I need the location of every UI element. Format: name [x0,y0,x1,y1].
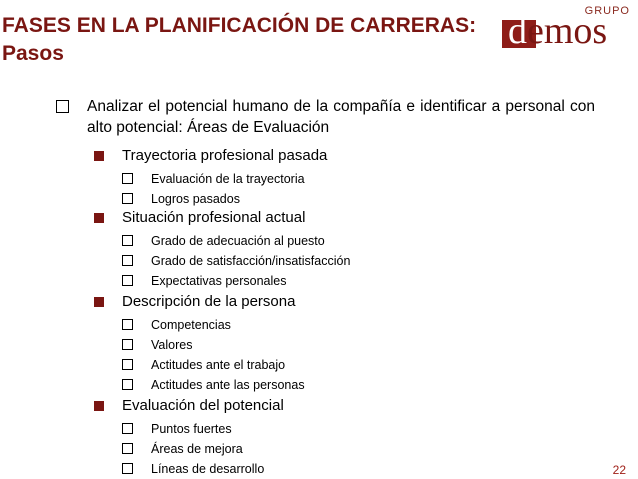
section-heading [94,396,284,416]
list-item-text: Competencias [151,318,231,332]
checkbox-bullet-icon [122,339,133,350]
checkbox-bullet-icon [122,443,133,454]
list-item-text: Actitudes ante las personas [151,378,305,392]
page-number: 22 [612,463,626,477]
section-label: Situación profesional actual [122,209,306,226]
list-item-text: Grado de satisfacción/insatisfacción [151,254,351,268]
checkbox-bullet-icon [122,359,133,370]
list-item [122,252,350,270]
checkbox-bullet-icon [122,275,133,286]
logo-wordmark [508,9,607,53]
square-bullet-icon [94,213,104,223]
checkbox-bullet-icon [122,193,133,204]
list-item-text: Líneas de desarrollo [151,462,265,476]
checkbox-bullet-icon [122,379,133,390]
list-item [122,272,287,290]
section-heading [94,292,295,312]
section-heading [94,208,305,228]
list-item [122,420,232,438]
section-label: Trayectoria profesional pasada [122,147,328,164]
slide-title-line1: FASES EN LA PLANIFICACIÓN DE CARRERAS: [2,14,477,37]
square-bullet-icon [94,297,104,307]
list-item-text: Actitudes ante el trabajo [151,358,286,372]
list-item-text: Áreas de mejora [151,442,243,456]
list-item [122,356,285,374]
list-item-text: Expectativas personales [151,274,287,288]
section-label: Descripción de la persona [122,293,296,310]
logo-word-rest: emos [527,10,608,52]
list-item [122,170,305,188]
list-item [122,190,240,208]
checkbox-bullet-icon [122,255,133,266]
main-point-text: Analizar el potencial humano de la compañía e identificar a personal con alto potencial: Áreas de Evaluación [87,98,595,136]
list-item [122,232,325,250]
checkbox-bullet-icon [122,235,133,246]
slide-title [2,12,476,68]
list-item-text: Evaluación de la trayectoria [151,172,305,186]
list-item [122,376,305,394]
logo-grupo-text: GRUPO [584,5,630,17]
list-item-text: Grado de adecuación al puesto [151,234,325,248]
square-bullet-icon [94,151,104,161]
slide-title-line2: Pasos [2,42,64,65]
list-item [122,336,192,354]
list-item [122,316,231,334]
logo-word-first: d [508,10,527,52]
list-item [122,440,243,458]
section-label: Evaluación del potencial [122,397,284,414]
list-item-text: Puntos fuertes [151,422,232,436]
list-item-text: Valores [151,338,193,352]
checkbox-bullet-icon [122,463,133,474]
list-item-text: Logros pasados [151,192,240,206]
grupo-demos-logo [496,0,638,52]
main-point [56,96,595,138]
checkbox-bullet-icon [122,423,133,434]
checkbox-bullet-icon [122,173,133,184]
checkbox-bullet-icon [122,319,133,330]
section-heading [94,146,327,166]
square-bullet-icon [94,401,104,411]
checkbox-bullet-icon [56,100,69,113]
list-item [122,460,264,478]
